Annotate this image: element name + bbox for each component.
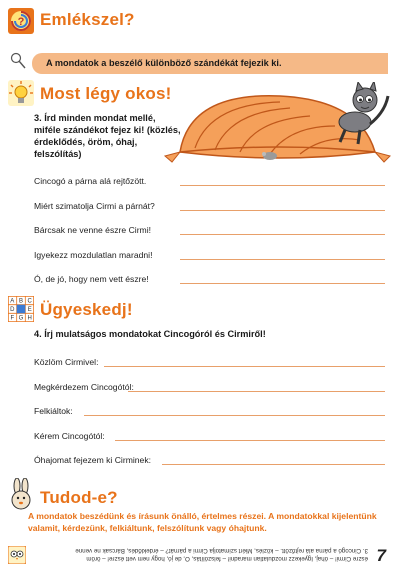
owl-icon (8, 546, 26, 564)
cat-on-pillow-illustration (160, 82, 395, 164)
answer-line-3[interactable] (180, 234, 385, 235)
section-title-tudode: Tudod-e? (40, 488, 118, 507)
sentence-prompt-3: Felkiáltok: (34, 406, 73, 416)
answer-line-5[interactable] (180, 283, 385, 284)
sentence-prompt-4: Kérem Cincogótól: (34, 431, 105, 441)
rabbit-icon (6, 478, 36, 512)
section-title-most: Most légy okos! (40, 84, 172, 103)
footer-line-1: 3. Cincogó a párna alá rejtőzött. – közlés, Miért szimatolja Cirmi a párnát? – érdeklődés, Bárcsak ne venne (75, 547, 368, 554)
sentence-row-3: Bárcsak ne venne észre Cirmi! (34, 225, 152, 235)
letter-grid-icon (8, 296, 34, 322)
sentence-row-4: Igyekezz mozdulatlan maradni! (34, 250, 153, 260)
sentence-row-2: Miért szimatolja Cirmi a párnát? (34, 201, 155, 211)
sentence-row-5: Ó, de jó, hogy nem vett észre! (34, 274, 149, 284)
tudode-info (28, 510, 390, 542)
svg-text:B: B (18, 298, 24, 305)
remember-text: A mondatok a beszélő különböző szándékát fejezik ki. (46, 58, 282, 68)
answer-line-1[interactable] (180, 185, 385, 186)
sentence-prompt-5: Óhajomat fejezem ki Cirminek: (34, 455, 152, 465)
svg-text:?: ? (17, 16, 25, 28)
footer-line-2: észre Cirmi! – óhaj, Igyekezz mozdulatlan maradni! – felszólítás, Ó, de jó, hogy nem vett észre! – öröm (86, 555, 368, 562)
question-swirl-icon (8, 8, 34, 34)
answer-line-4[interactable] (180, 259, 385, 260)
svg-text:A: A (10, 298, 15, 305)
sentence-prompt-1: Közlöm Cirmivel: (34, 357, 99, 367)
write-line-2[interactable] (128, 391, 385, 392)
sentence-prompt-2: Megkérdezem Cincogótól: (34, 382, 134, 392)
task-3-instruction: 3. Írd minden mondat mellé, miféle szándékot fejez ki! (közlés, érdeklődés, öröm, óhaj, felszólítás) (34, 113, 181, 159)
task-4-instruction: 4. Írj mulatságos mondatokat Cincogóról és Cirmiről! (34, 329, 266, 339)
write-line-3[interactable] (84, 415, 385, 416)
section-title-ugyeskedj: Ügyeskedj! (40, 300, 133, 319)
page-number: 7 (376, 546, 386, 565)
sentence-row-1: Cincogó a párna alá rejtőzött. (34, 176, 147, 186)
svg-text:C: C (27, 298, 32, 305)
lightbulb-icon (8, 80, 34, 106)
pin-icon (10, 52, 26, 70)
write-line-1[interactable] (104, 366, 385, 367)
svg-text:F: F (10, 315, 15, 322)
section-title-emlekszel: Emlékszel? (40, 10, 135, 29)
svg-text:G: G (18, 315, 24, 322)
write-line-5[interactable] (162, 464, 385, 465)
answer-line-2[interactable] (180, 210, 385, 211)
svg-text:E: E (27, 307, 32, 313)
svg-text:H: H (27, 315, 32, 322)
write-line-4[interactable] (115, 440, 385, 441)
tudode-text: A mondatok beszédünk és írásunk önálló, értelmes részei. A mondatokkal kijelentünk valamit, kérdezünk, felkiáltunk, felszólítunk vagy óhajtunk. (28, 511, 377, 533)
svg-text:D: D (10, 307, 15, 313)
answer-key-footer (30, 546, 368, 562)
